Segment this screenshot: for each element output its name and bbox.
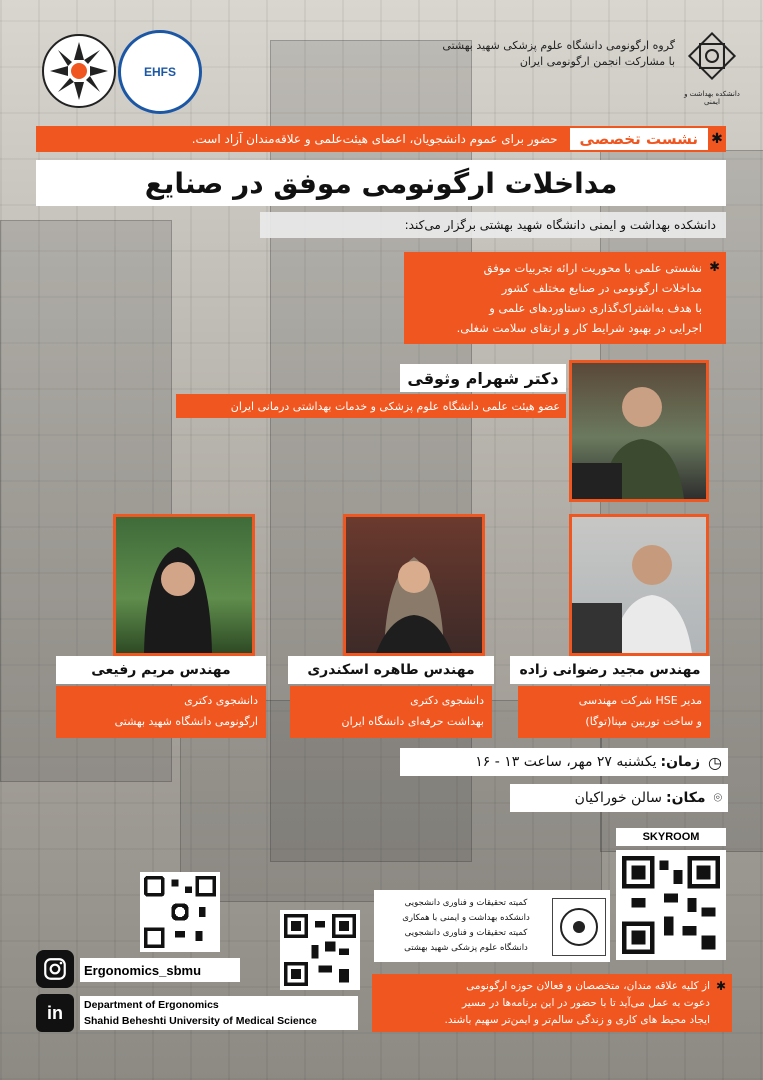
university-seal-text: دانشکده بهداشت و ایمنی [684, 90, 740, 106]
asterisk-icon: ✱ [709, 260, 720, 275]
skyroom-label-box [616, 828, 726, 846]
description-line: با هدف به‌اشتراک‌گذاری دستاوردهای علمی و [489, 301, 702, 315]
time-label: زمان: [660, 754, 701, 770]
instagram-icon[interactable] [36, 950, 74, 988]
skyroom-label: SKYROOM [642, 831, 700, 843]
time-box [400, 748, 728, 776]
committee-logo [552, 898, 606, 956]
speaker-name: مهندس طاهره اسکندری [307, 662, 475, 678]
instagram-qr-code[interactable] [140, 872, 220, 952]
speaker-name: مهندس مجید رضوانی زاده [519, 662, 701, 678]
description-line: مداخلات ارگونومی در صنایع مختلف کشور [501, 281, 702, 295]
event-title: مداخلات ارگونومی موفق در صنایع [144, 166, 618, 200]
description-line: اجرایی در بهبود شرایط کار و ارتقای سلامت شغلی. [456, 321, 702, 335]
speaker-info-line: بهداشت حرفه‌ای دانشگاه ایران [341, 715, 484, 728]
website-qr-code[interactable] [280, 910, 360, 990]
location-pin-icon: ⌾ [713, 790, 722, 806]
footer-invite-line: دعوت به عمل می‌آید تا با حضور در این برنامه‌ها در مسیر [462, 997, 710, 1009]
main-speaker-title-box [176, 394, 566, 418]
place-box [510, 784, 728, 812]
main-speaker-name-box [400, 364, 566, 392]
asterisk-icon: ✱ [711, 131, 723, 147]
speaker-photo-1 [569, 514, 709, 656]
place-label: مکان: [665, 790, 706, 806]
committee-box [374, 890, 610, 962]
description-box [404, 252, 726, 344]
committee-line: دانشگاه علوم پزشکی شهید بهشتی [404, 943, 528, 953]
title-box [36, 160, 726, 206]
main-speaker-title: عضو هیئت علمی دانشگاه علوم پزشکی و خدمات بهداشتی درمانی ایران [230, 399, 560, 413]
time-value: یکشنبه ۲۷ مهر، ساعت ۱۳ - ۱۶ [475, 754, 657, 770]
speaker-photo-2 [343, 514, 485, 656]
ehfs-logo-text: EHFS [143, 65, 176, 79]
place-value: سالن خوراکیان [574, 790, 662, 806]
ehfs-logo [118, 30, 202, 114]
linkedin-line[interactable]: Department of Ergonomics [84, 999, 219, 1011]
committee-line: کمیته تحقیقات و فناوری دانشجویی [404, 898, 528, 908]
clock-icon: ◷ [708, 752, 722, 772]
linkedin-icon[interactable]: in [36, 994, 74, 1032]
description-line: نشستی علمی با محوریت ارائه تجربیات موفق [483, 261, 702, 275]
organizer-text [395, 38, 675, 70]
committee-text [386, 896, 546, 956]
event-banner [36, 126, 726, 152]
instagram-handle-box [80, 958, 240, 982]
event-type-label: نشست تخصصی [570, 128, 708, 150]
linkedin-text-box [80, 996, 358, 1030]
host-bar [260, 212, 726, 238]
organizer-line: با مشارکت انجمن ارگونومی ایران [519, 55, 675, 68]
main-speaker-name: دکتر شهرام وثوقی [407, 368, 559, 388]
main-speaker-photo [569, 360, 709, 502]
speaker-info-line: ارگونومی دانشگاه شهید بهشتی [114, 715, 258, 728]
speaker-info-line: دانشجوی دکتری [410, 694, 484, 707]
organizer-line: گروه ارگونومی دانشگاه علوم پزشکی شهید بهشتی [442, 39, 675, 52]
speaker-info-line: دانشجوی دکتری [184, 694, 258, 707]
speaker-photo-3 [113, 514, 255, 656]
instagram-handle[interactable]: Ergonomics_sbmu [84, 962, 202, 978]
committee-line: دانشکده بهداشت و ایمنی با همکاری [402, 913, 530, 923]
attendance-note: حضور برای عموم دانشجویان، اعضای هیئت‌علمی و علاقه‌مندان آزاد است. [191, 132, 558, 146]
speaker-name-box-3 [56, 656, 266, 684]
speaker-info-line: مدیر HSE شرکت مهندسی [578, 694, 702, 707]
speaker-name: مهندس مریم رفیعی [91, 662, 231, 678]
flower-logo [42, 34, 116, 108]
speaker-name-box-1 [510, 656, 710, 684]
host-line: دانشکده بهداشت و ایمنی دانشگاه شهید بهشتی برگزار می‌کند: [404, 218, 716, 232]
speaker-info-box-2 [290, 686, 492, 738]
speaker-name-box-2 [288, 656, 494, 684]
footer-invite-line: ایجاد محیط های کاری و زندگی سالم‌تر و ایمن‌تر سهیم باشند. [444, 1014, 710, 1026]
footer-invite-line: از کلیه علاقه مندان، متخصصان و فعالان حوزه ارگونومی [466, 980, 710, 992]
linkedin-line[interactable]: Shahid Beheshti University of Medical Science [84, 1015, 317, 1027]
speaker-info-line: و ساخت توربین مپنا(توگا) [585, 715, 702, 728]
university-seal [682, 26, 742, 108]
speaker-info-box-3 [56, 686, 266, 738]
speaker-info-box-1 [518, 686, 710, 738]
asterisk-icon: ✱ [715, 979, 726, 993]
skyroom-qr-code[interactable] [616, 850, 726, 960]
footer-invite-box [372, 974, 732, 1032]
committee-line: کمیته تحقیقات و فناوری دانشجویی [404, 928, 528, 938]
